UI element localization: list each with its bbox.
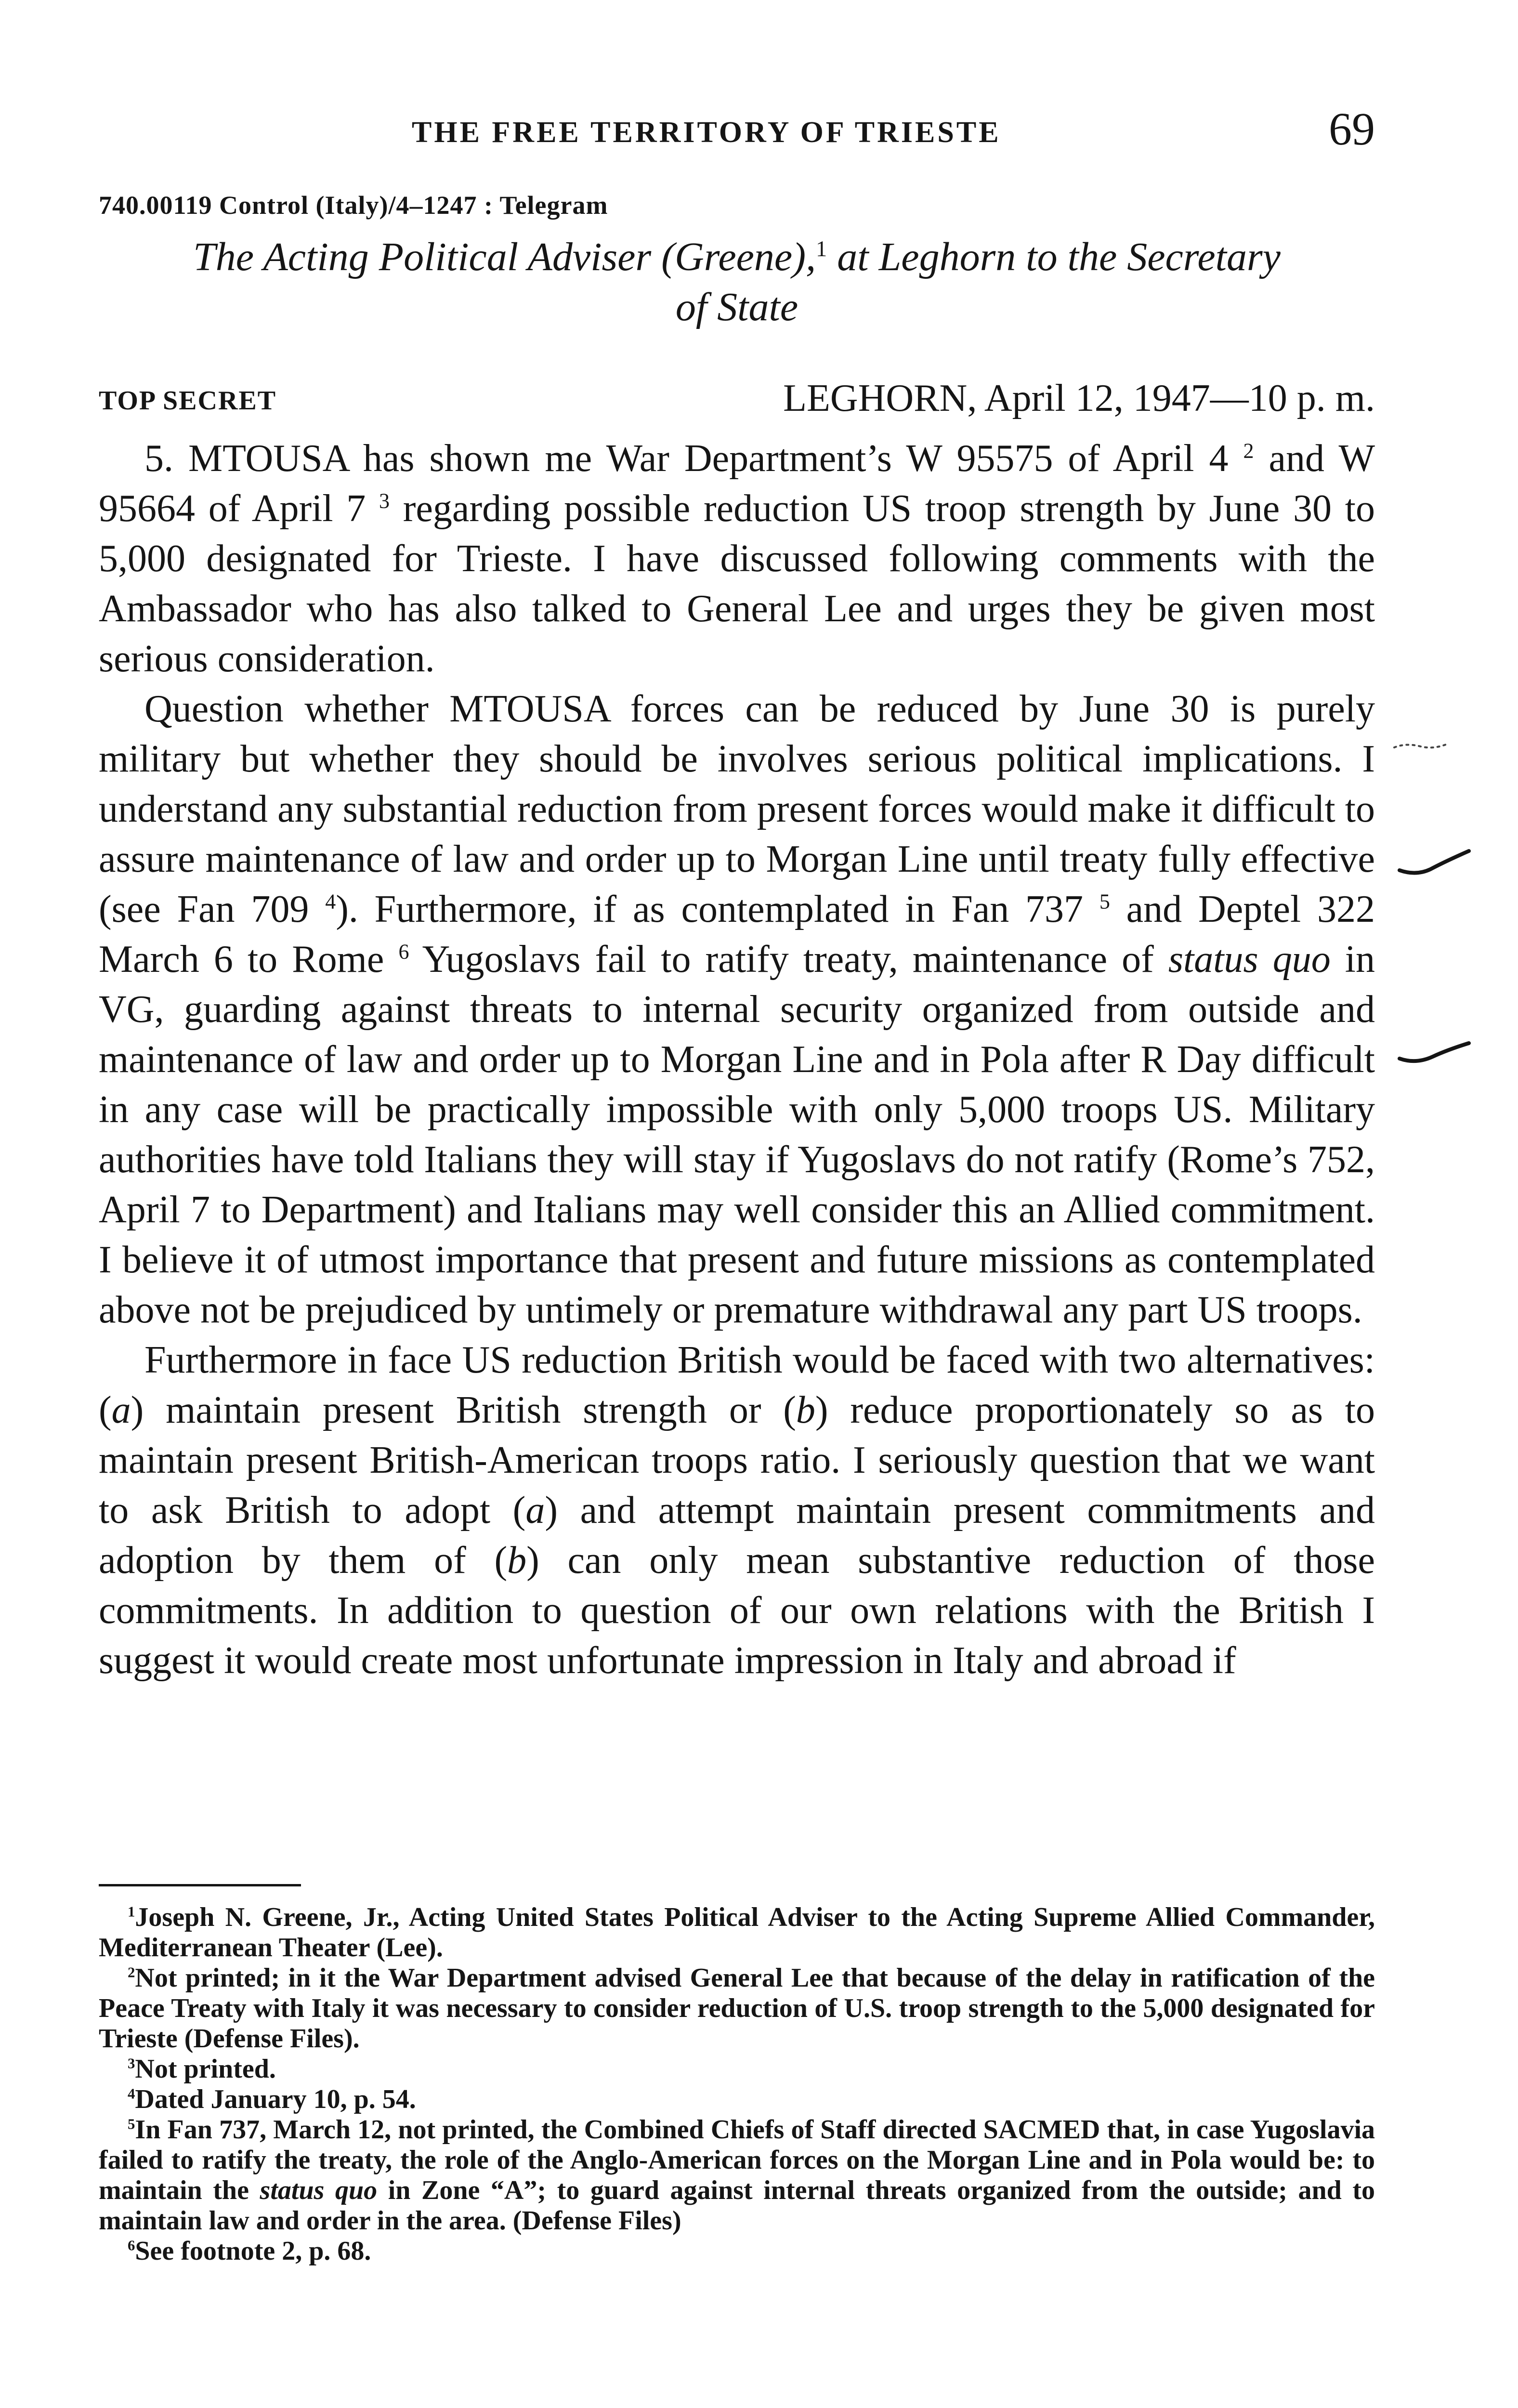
- footnote-1: [99, 1902, 1375, 1963]
- footnote-divider: [99, 1884, 301, 1886]
- footnote-ref-6: 6: [398, 940, 409, 964]
- telegram-body: [99, 433, 1375, 1686]
- footnote-number: 1: [128, 1903, 135, 1920]
- dateline: LEGHORN, April 12, 1947—10 p. m.: [783, 377, 1375, 419]
- paragraph-3: [99, 1335, 1375, 1686]
- footnote-5: [99, 2115, 1375, 2236]
- italic-letter: a: [111, 1389, 131, 1431]
- text-span: Question whether MTOUSA forces can be reduced by June 30 is purely military but whether they should be involves serious political implications. I understand any substantial reduction from present forces would make it difficult to assure maintenance of law and order up to Morgan Line until treaty fully effective (see Fan 709: [99, 688, 1375, 930]
- footnote-ref-2: 2: [1243, 439, 1254, 463]
- title-line1-a: The Acting Political Adviser (Greene),: [193, 235, 816, 279]
- footnote-2: [99, 1963, 1375, 2054]
- italic-phrase: status quo: [1168, 938, 1331, 981]
- footnote-ref-5: 5: [1099, 890, 1110, 914]
- text-span: ) maintain present British strength or (: [131, 1389, 796, 1431]
- footnote-ref-4: 4: [325, 890, 336, 914]
- footnote-text: Joseph N. Greene, Jr., Acting United States Political Adviser to the Acting Supreme Allied Commander, Mediterranean Theater (Lee).: [99, 1902, 1375, 1963]
- margin-tick-mark: [1397, 840, 1474, 884]
- footnotes: [99, 1902, 1375, 2266]
- footnote-6: [99, 2236, 1375, 2266]
- footnote-number: 5: [128, 2116, 135, 2133]
- title-line2: of State: [675, 285, 798, 329]
- footnote-ref-1: 1: [816, 236, 827, 261]
- margin-dots-mark: [1392, 737, 1450, 756]
- footnote-text: in Zone “A”; to guard against internal threats organized from the outside; and to maintain law and order in the area. (Defense Files): [99, 2175, 1375, 2236]
- footnote-number: 4: [128, 2085, 135, 2102]
- page-header: [99, 102, 1375, 155]
- footnote-4: [99, 2084, 1375, 2115]
- footnote-number: 6: [128, 2237, 135, 2254]
- document-title: [99, 232, 1375, 332]
- footnote-text: In Fan 737, March 12, not printed, the Combined Chiefs of Staff directed SACMED that, in case Yugoslavia failed to ratify the treaty, the role of the Anglo-American forces on the Morgan Line and in Pola would be: to maintain the: [99, 2115, 1375, 2205]
- footnote-number: 2: [128, 1964, 135, 1981]
- italic-phrase: status quo: [260, 2175, 378, 2205]
- italic-letter: b: [796, 1389, 815, 1431]
- text-span: ) can only mean substantive reduction of those commitments. In addition to question of our own relations with the British I suggest it would create most unfortunate impression in Italy and abroad if: [99, 1539, 1375, 1682]
- text-span: and Deptel 322 March 6 to Rome: [99, 888, 1375, 981]
- running-title: THE FREE TERRITORY OF TRIESTE: [412, 116, 1001, 149]
- italic-letter: a: [525, 1489, 545, 1531]
- italic-letter: b: [507, 1539, 527, 1582]
- footnote-text: Not printed; in it the War Department advised General Lee that because of the delay in ratification of the Peace Treaty with Italy it was necessary to consider reduction of U.S. troop strength to the 5,000 designated for Trieste (Defense Files).: [99, 1963, 1375, 2054]
- paragraph-2: [99, 684, 1375, 1335]
- file-reference: 740.00119 Control (Italy)/4–1247 : Telegram: [99, 191, 608, 220]
- classification-label: TOP SECRET: [99, 386, 277, 416]
- text-span: Furthermore in face US reduction British would be faced with two alternatives: (: [99, 1339, 1375, 1431]
- text-span: and W 95664 of April 7: [99, 437, 1375, 530]
- text-span: ) and attempt maintain present commitments and adoption by them of (: [99, 1489, 1375, 1582]
- text-span: 5. MTOUSA has shown me War Department’s W 95575 of April 4: [144, 437, 1243, 480]
- paragraph-1: [99, 433, 1375, 684]
- text-span: regarding possible reduction US troop strength by June 30 to 5,000 designated for Trieste. I have discussed following comments with the Ambassador who has also talked to General Lee and urges they be given most serious consideration.: [99, 487, 1375, 680]
- text-span: ) reduce proportionately so as to maintain present British-American troops ratio. I seriously question that we want to ask British to adopt (: [99, 1389, 1375, 1531]
- footnote-ref-3: 3: [379, 489, 390, 513]
- footnote-number: 3: [128, 2055, 135, 2072]
- footnote-3: [99, 2054, 1375, 2084]
- text-span: Yugoslavs fail to ratify treaty, maintenance of: [409, 938, 1168, 981]
- text-span: ). Furthermore, if as contemplated in Fan 737: [336, 888, 1099, 930]
- title-line1-b: at Leghorn to the Secretary: [827, 235, 1281, 279]
- page-number: 69: [1329, 103, 1375, 155]
- text-span: in VG, guarding against threats to internal security organized from outside and maintenance of law and order up to Morgan Line and in Pola after R Day difficult in any case will be practically impossible with only 5,000 troops US. Military authorities have told Italians they will stay if Yugoslavs do not ratify (Rome’s 752, April 7 to Department) and Italians may well consider this an Allied commitment. I believe it of utmost importance that present and future missions as contemplated above not be prejudiced by untimely or premature withdrawal any part US troops.: [99, 938, 1375, 1331]
- margin-tick-mark: [1397, 1035, 1474, 1074]
- footnote-text: Not printed.: [135, 2054, 276, 2084]
- footnote-text: See footnote 2, p. 68.: [135, 2236, 371, 2266]
- footnote-text: Dated January 10, p. 54.: [135, 2084, 416, 2114]
